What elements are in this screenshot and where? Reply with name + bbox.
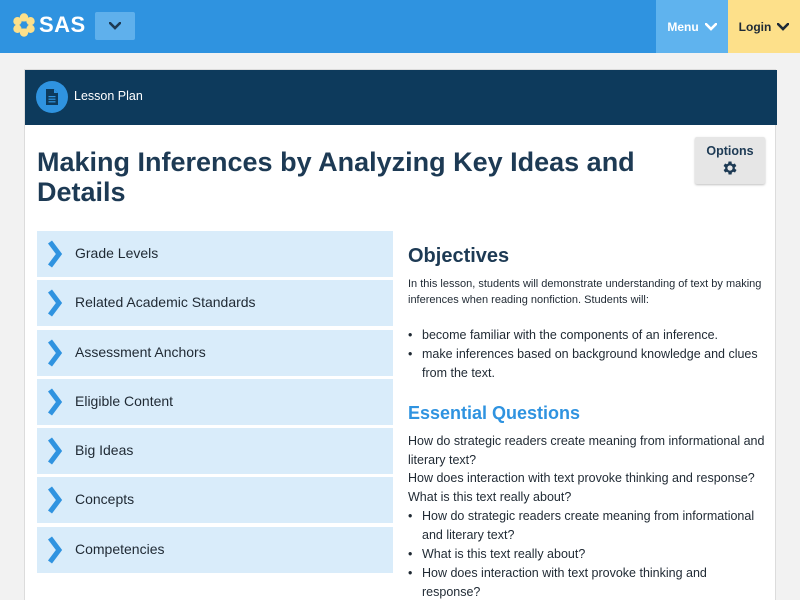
accordion-item-eligible-content[interactable] [37, 379, 393, 425]
accordion-label: Concepts [75, 491, 135, 508]
accordion-label: Eligible Content [75, 392, 174, 409]
chevron-right-icon [46, 483, 64, 517]
lesson-card [24, 69, 776, 600]
accordion-item-competencies[interactable] [37, 527, 393, 573]
essential-questions-list [408, 507, 768, 600]
chevron-down-icon [777, 23, 789, 31]
question-line: How do strategic readers create meaning from informational and literary text? [408, 434, 765, 467]
essential-questions-heading: Essential Questions [408, 403, 581, 423]
objectives-list [408, 326, 768, 383]
page-title: Making Inferences by Analyzing Key Ideas and Details [37, 147, 635, 207]
objectives-heading: Objectives [408, 245, 510, 267]
list-item: • become familiar with the components of an inference. [408, 326, 768, 345]
list-item: • How do strategic readers create meaning from informational and literary text? [408, 507, 768, 545]
list-item: • make inferences based on background knowledge and clues from the text. [408, 345, 768, 383]
section-label: Lesson Plan [74, 89, 143, 103]
chevron-down-icon [705, 23, 717, 31]
accordion-item-grade-levels[interactable] [37, 231, 393, 277]
document-icon [36, 81, 68, 113]
gear-icon [721, 159, 739, 177]
menu-button[interactable] [656, 0, 728, 53]
chevron-right-icon [46, 385, 64, 419]
options-button[interactable] [695, 137, 765, 184]
lesson-accordion [37, 231, 393, 576]
login-button[interactable] [728, 0, 800, 53]
login-label: Login [738, 19, 772, 34]
accordion-label: Big Ideas [75, 442, 134, 459]
chevron-down-icon [109, 22, 121, 30]
accordion-label: Assessment Anchors [75, 343, 206, 360]
logo-text: SAS [39, 12, 86, 37]
flower-logo-icon [11, 12, 37, 38]
question-line: How does interaction with text provoke thinking and response? [408, 471, 755, 486]
site-dropdown-button[interactable] [95, 12, 135, 40]
options-label: Options [706, 144, 754, 158]
menu-label: Menu [667, 19, 699, 34]
accordion-item-related-academic-standards[interactable] [37, 280, 393, 326]
list-item: • What is this text really about? [408, 545, 768, 564]
accordion-label: Grade Levels [75, 245, 159, 261]
accordion-item-concepts[interactable] [37, 477, 393, 523]
objectives-intro: In this lesson, students will demonstrate understanding of text by making inferences when reading nonfiction. Students will: [408, 278, 762, 306]
chevron-right-icon [46, 286, 64, 320]
lesson-header [25, 70, 777, 125]
chevron-right-icon [46, 533, 64, 567]
list-item: • How does interaction with text provoke thinking and response? [408, 564, 768, 600]
accordion-label: Competencies [75, 540, 165, 557]
accordion-item-big-ideas[interactable] [37, 428, 393, 474]
chevron-right-icon [46, 237, 64, 271]
sas-logo[interactable] [11, 12, 86, 38]
lesson-content [408, 245, 768, 600]
question-line: What is this text really about? [408, 490, 572, 505]
chevron-right-icon [46, 434, 64, 468]
accordion-item-assessment-anchors[interactable] [37, 330, 393, 376]
accordion-label: Related Academic Standards [75, 294, 256, 311]
chevron-right-icon [46, 336, 64, 370]
top-navigation-bar [0, 0, 800, 53]
